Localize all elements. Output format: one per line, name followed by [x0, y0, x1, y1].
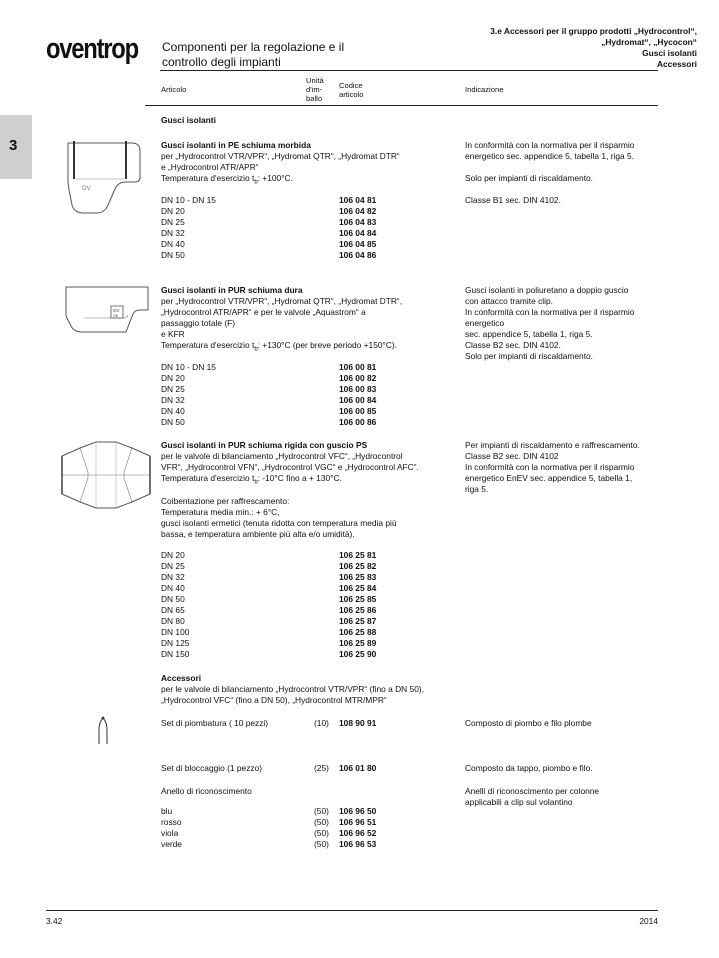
col-unita: Unità d'im- ballo — [306, 76, 324, 103]
table-row: DN 125 — [161, 638, 190, 648]
table-row: DN 25 — [161, 561, 185, 571]
pur-mark-2: OK — [113, 314, 119, 318]
pur-notes: Gusci isolanti in poliuretano a doppio guscio con attacco tramite clip. In conformità con la normativa per il risparmio energetico sec. appendice 5, tabella 1, riga 5. Classe B2 sec. DIN 4102. Solo per impianti di riscaldamento. — [465, 285, 635, 361]
section-title: Gusci isolanti — [161, 115, 216, 125]
table-row: DN 32 — [161, 228, 185, 238]
pur-code-list: 106 00 81 106 00 82 106 00 83 106 00 84 106 00 85 106 00 86 — [339, 362, 377, 427]
ring-note: Anelli di riconoscimento per colonne applicabili a clip sul volantino — [465, 786, 600, 807]
table-row: DN 40 — [161, 239, 185, 249]
table-row: DN 40 — [161, 406, 185, 416]
pur-dn-list — [161, 362, 216, 428]
table-row: DN 20 — [161, 206, 185, 216]
ps-cooling: Coibentazione per raffrescamento: Temperatura media min.: + 6°C, gusci isolanti ermetici (tenuta ridotta con temperatura media più bassa, e temperatura ambiente più alta e/o umidità). — [161, 496, 397, 539]
accessories-description: Accessori per le valvole di bilanciamento „Hydrocontrol VTR/VPR“ (fino a DN 50), „Hydrocontrol VFC“ (fino a DN 50), „Hydrocontrol MTR/MPR“ — [161, 673, 424, 705]
ps-shell-illustration — [58, 436, 158, 516]
seal-set-code: 108 90 91 — [339, 718, 377, 728]
list-item: viola — [161, 828, 179, 838]
lock-set-name: Set di bloccaggio (1 pezzo) — [161, 763, 263, 773]
chapter-heading: 3.e Accessori per il gruppo prodotti „Hydrocontrol“, „Hydromat“, „Hycocon“ Gusci isolanti Accessori — [490, 26, 697, 69]
ps-notes: Per impianti di riscaldamento e raffrescamento. Classe B2 sec. DIN 4102 In conformità con la normativa per il risparmio energetico EnEV sec. appendice 5, tabella 1, riga 5. — [465, 440, 640, 494]
table-row: DN 25 — [161, 217, 185, 227]
pe-dn-list — [161, 195, 216, 261]
seal-wire-illustration — [94, 714, 114, 750]
col-articolo: Articolo — [161, 85, 187, 94]
table-row: DN 10 - DN 15 — [161, 195, 216, 205]
table-row: DN 50 — [161, 594, 185, 604]
pur-mark-1: OV — [113, 308, 120, 313]
table-row: DN 65 — [161, 605, 185, 615]
table-row: DN 50 — [161, 417, 185, 427]
seal-set-unit: (10) — [314, 718, 329, 728]
pe-code-list: 106 04 81 106 04 82 106 04 83 106 04 84 106 04 85 106 04 86 — [339, 195, 377, 260]
table-row: DN 32 — [161, 572, 185, 582]
list-item: verde — [161, 839, 182, 849]
pe-notes: In conformità con la normativa per il risparmio energetico sec. appendice 5, tabella 1, riga 5. Solo per impianti di riscaldamento. Classe B1 sec. DIN 4102. — [465, 140, 635, 205]
table-row: DN 32 — [161, 395, 185, 405]
ring-code-list: 106 96 50 106 96 51 106 96 52 106 96 53 — [339, 806, 377, 849]
ps-code-list: 106 25 81 106 25 82 106 25 83 106 25 84 106 25 85 106 25 86 106 25 87 106 25 88 106 25 89 106 25 90 — [339, 550, 377, 659]
seal-set-name: Set di piombatura ( 10 pezzi) — [161, 718, 269, 728]
list-item: rosso — [161, 817, 182, 827]
seal-set-note: Composto di piombo e filo plombe — [465, 718, 592, 728]
oventrop-logo: oventrop — [46, 33, 138, 65]
pe-shell-illustration — [60, 135, 150, 220]
footer-rule — [46, 910, 658, 911]
footer-year: 2014 — [639, 916, 658, 926]
page-number: 3.42 — [46, 916, 63, 926]
table-row: DN 150 — [161, 649, 190, 659]
chapter-tab: 3 — [0, 115, 32, 179]
list-item: blu — [161, 806, 173, 816]
table-row: DN 20 — [161, 373, 185, 383]
table-row: DN 20 — [161, 550, 185, 560]
lock-set-note: Composto da tappo, piombo e filo. — [465, 763, 593, 773]
table-row: DN 50 — [161, 250, 185, 260]
table-row: DN 40 — [161, 583, 185, 593]
ps-description: Gusci isolanti in PUR schiuma rigida con guscio PS per le valvole di bilanciamento „Hydrocontrol VFC“, „Hydrocontrol VFR“, „Hydrocontrol VFN“, „Hydrocontrol VGC“ e „Hydrocontrol AFC“. Temperatura d'esercizio $t_b$: -10°C fino a + 130°C. — [161, 440, 419, 486]
pe-description: Gusci isolanti in PE schiuma morbida per „Hydrocontrol VTR/VPR“, „Hydromat QTR“, „Hydromat DTR“ e „Hydrocontrol ATR/APR“ Temperatura d'esercizio $t_b$: +100°C. — [161, 140, 400, 186]
table-row: DN 25 — [161, 384, 185, 394]
ring-color-list — [161, 806, 182, 850]
ring-unit-list: (50) (50) (50) (50) — [314, 806, 329, 849]
pe-mark: OV — [82, 186, 91, 192]
col-codice: Codice articolo — [339, 81, 364, 99]
header-rule — [160, 70, 658, 71]
lock-set-code: 106 01 80 — [339, 763, 377, 773]
ps-dn-list — [161, 550, 189, 660]
columns-rule — [145, 105, 658, 106]
table-row: DN 100 — [161, 627, 190, 637]
lock-set-unit: (25) — [314, 763, 329, 773]
col-indicazione: Indicazione — [465, 85, 504, 94]
ring-name: Anello di riconoscimento — [161, 786, 252, 796]
table-row: DN 10 - DN 15 — [161, 362, 216, 372]
pur-shell-illustration — [60, 282, 155, 342]
table-row: DN 80 — [161, 616, 185, 626]
page-title: Componenti per la regolazione e il controllo degli impianti — [162, 40, 345, 69]
pur-description: Gusci isolanti in PUR schiuma dura per „Hydrocontrol VTR/VPR“, „Hydromat QTR“, „Hydromat DTR“, „Hydrocontrol ATR/APR“ e per le valvole „Aquastrom“ a passaggio totale (F) e KFR Temperatura d'esercizio $t_b$: +130°C (per breve periodo +150°C). — [161, 285, 403, 353]
